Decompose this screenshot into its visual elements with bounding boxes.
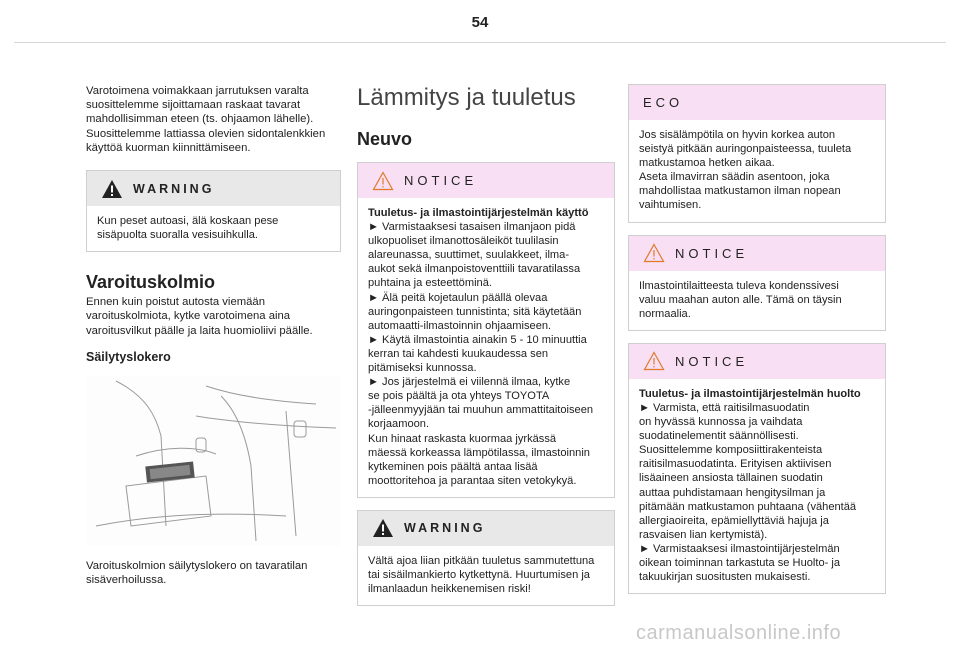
notice-box-maintenance [628, 343, 886, 594]
notice-text-3: ► Varmista, että raitisilmasuodatin on hyvässä kunnossa ja vaihdata suodatinelementit säännöllisesti. Suosittelemme komposiittirakenteista raitisilmasuodatinta. Erityisen aktiivisen lisäaineen ansiosta tällainen suodatin auttaa puhdistamaan hengitysilman ja pitämään matkustamon puhtaana (vähentää allergiaoireita, epämiellyttäviä hajuja ja rasvaisen lian kertymistä). ► Varmistaaksesi ilmastointijärjestelmän oikean toiminnan tarkastuta se Huolto- ja takuukirjan suositusten mukaisesti. [639, 401, 857, 584]
notice-header-3 [629, 344, 885, 379]
eco-box [628, 84, 886, 223]
column-left [86, 84, 341, 587]
notice-bold-line-3: Tuuletus- ja ilmastointijärjestelmän huolto [639, 387, 861, 400]
column-middle [357, 84, 615, 606]
column-right [628, 84, 886, 594]
intro-text: Varotoimena voimakkaan jarrutuksen varalta suosittelemme sijoittamaan raskaat tavarat mahdollisimman eteen (ts. ohjaamon lähelle). Suosittelemme lattiassa olevien sidontalenkkien käyttöä kuorman kiinnittämiseen. [86, 85, 326, 154]
warning-header-2 [358, 511, 614, 546]
page-number: 54 [471, 14, 489, 31]
subheading-sailytyslokero: Säilytyslokero [86, 349, 171, 364]
storage-compartment-image [86, 376, 341, 546]
warning-title: WARNING [133, 181, 215, 196]
warning-header [87, 171, 340, 206]
notice-box-condensation [628, 235, 886, 331]
watermark: carmanualsonline.info [636, 622, 842, 644]
notice-content-3 [629, 379, 885, 593]
notice-box-usage [357, 162, 615, 498]
notice-bold-line: Tuuletus- ja ilmastointijärjestelmän käyttö [368, 207, 589, 219]
image-caption: Varoituskolmion säilytyslokero on tavaratilan sisäverhoilussa. [86, 559, 308, 587]
top-divider [14, 42, 946, 43]
eco-text: Jos sisälämpötila on hyvin korkea auton seistyä pitkään auringonpaisteessa, tuuleta matkustamoa hetken aikaa. Aseta ilmavirran säädin asentoon, joka mahdollistaa matkustamon ilman nopean vaihtumisen. [639, 129, 852, 212]
notice-text-2: Ilmastointilaitteesta tuleva kondenssivesi valuu maahan auton alle. Tämä on täysin normaalia. [639, 279, 842, 320]
notice-header-2 [629, 236, 885, 271]
notice-triangle-icon [372, 171, 394, 191]
eco-header [629, 85, 885, 120]
warning-text-2: Vältä ajoa liian pitkään tuuletus sammutettuna tai sisäilmankierto kytkettynä. Huurtumisen ja ilmanlaadun heikkenemisen riski! [368, 554, 595, 596]
section-heading-lammitys: Lämmitys ja tuuletus [357, 84, 576, 111]
notice-title-2: NOTICE [675, 245, 749, 261]
notice-text: ► Varmistaaksesi tasaisen ilmanjaon pidä ulkopuoliset ilmanottosäleiköt tuulilasin alareunassa, suuttimet, suulakkeet, ilma- aukot sekä ilmanpoistoventtiili tavaratilassa puhtaina ja esteettöminä. ► Älä peitä kojetaulun päällä olevaa auringonpaisteen tunnistinta; sitä käytetään automaatti-ilmastoinnin ohjaamiseen. ► Käytä ilmastointia ainakin 5 - 10 minuuttia kerran tai kahdesti kuukaudessa sen pitämiseksi kunnossa. ► Jos järjestelmä ei viilennä ilmaa, kytke se pois päältä ja ota yhteys TOYOTA -jälleenmyyjään tai muuhun ammattitaitoiseen korjaamoon. Kun hinaat raskasta kuormaa jyrkässä mäessä korkeassa lämpötilassa, ilmastoinnin kytkeminen pois päältä antaa lisää moottoritehoa ja parantaa siten vetokykyä. [368, 221, 594, 487]
notice-header [358, 163, 614, 198]
eco-title: ECO [643, 95, 684, 110]
notice-triangle-icon [643, 243, 665, 263]
warning-title-2: WARNING [404, 521, 486, 536]
notice-triangle-icon [643, 351, 665, 371]
warning-text: Kun peset autoasi, älä koskaan pese sisäpuolta suoralla vesisuihkulla. [97, 215, 279, 242]
warning-box-2 [357, 510, 615, 606]
warning-box-1 [86, 170, 341, 252]
notice-title: NOTICE [404, 173, 478, 188]
section-heading-varoituskolmio: Varoituskolmio [86, 272, 216, 293]
warning-triangle-icon [372, 518, 394, 538]
notice-content [358, 198, 614, 497]
notice-title-3: NOTICE [675, 353, 749, 369]
subheading-neuvo: Neuvo [357, 129, 413, 149]
varoituskolmio-text: Ennen kuin poistut autosta viemään varoituskolmiota, kytke varotoimena aina varoitusvilkut päälle ja laita huomioliivi päälle. [86, 296, 313, 337]
warning-triangle-icon [101, 179, 123, 199]
